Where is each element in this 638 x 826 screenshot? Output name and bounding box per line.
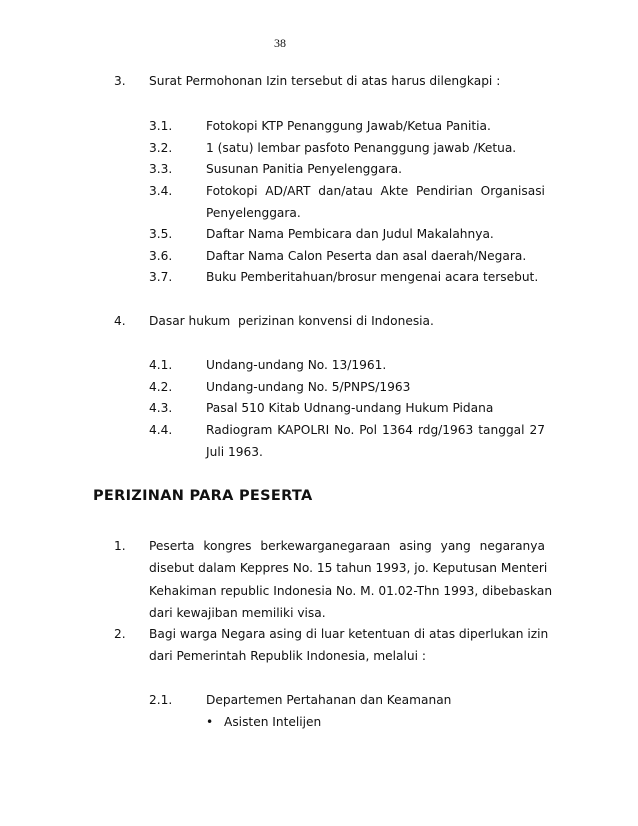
word: 1364 [381, 423, 413, 437]
peserta-1-line1 [149, 538, 545, 554]
item-3-4-continuation: Penyelenggara. [206, 206, 301, 220]
word: KAPOLRI [277, 423, 330, 437]
section-4-number: 4. [114, 314, 126, 328]
word: asing [399, 539, 432, 553]
item-4-2-text: Undang-undang No. 5/PNPS/1963 [206, 380, 411, 394]
item-3-3-text: Susunan Panitia Penyelenggara. [206, 162, 402, 176]
item-3-4-number: 3.4. [149, 184, 173, 198]
word: Pendirian [416, 184, 473, 198]
item-3-5-text: Daftar Nama Pembicara dan Judul Makalahnya. [206, 227, 494, 241]
peserta-2-line1: Bagi warga Negara asing di luar ketentuan di atas diperlukan izin [149, 627, 549, 641]
item-3-5-number: 3.5. [149, 227, 173, 241]
item-3-3-number: 3.3. [149, 162, 173, 176]
word: dan/atau [318, 184, 373, 198]
page-number: 38 [274, 36, 286, 50]
section-heading: PERIZINAN PARA PESERTA [93, 488, 313, 504]
item-3-6-text: Daftar Nama Calon Peserta dan asal daerah/Negara. [206, 249, 527, 263]
item-2-1-number: 2.1. [149, 693, 173, 707]
peserta-1-line2: disebut dalam Keppres No. 15 tahun 1993, jo. Keputusan Menteri [149, 561, 548, 575]
peserta-1-line3: Kehakiman republic Indonesia No. M. 01.02-Thn 1993, dibebaskan [149, 584, 553, 598]
section-3-number: 3. [114, 74, 126, 88]
word: Fotokopi [206, 184, 258, 198]
word: No. [334, 423, 355, 437]
word: rdg/1963 [417, 423, 474, 437]
item-4-1-text: Undang-undang No. 13/1961. [206, 358, 387, 372]
item-4-4-number: 4.4. [149, 423, 173, 437]
word: berkewarganegaraan [260, 539, 391, 553]
word: Organisasi [480, 184, 545, 198]
bullet-text: Asisten Intelijen [224, 715, 322, 729]
section-3-text: Surat Permohonan Izin tersebut di atas harus dilengkapi : [149, 74, 501, 88]
word: Pol [359, 423, 378, 437]
word: AD/ART [265, 184, 311, 198]
item-3-2-text: 1 (satu) lembar pasfoto Penanggung jawab /Ketua. [206, 141, 517, 155]
item-3-1-text: Fotokopi KTP Penanggung Jawab/Ketua Panitia. [206, 119, 491, 133]
word: 27 [529, 423, 545, 437]
word: Peserta [149, 539, 195, 553]
peserta-2-number: 2. [114, 627, 126, 641]
word: kongres [203, 539, 252, 553]
peserta-2-line2: dari Pemerintah Republik Indonesia, melalui : [149, 649, 426, 663]
item-4-3-text: Pasal 510 Kitab Udnang-undang Hukum Pidana [206, 401, 494, 415]
item-4-4-continuation: Juli 1963. [206, 445, 263, 459]
item-3-1-number: 3.1. [149, 119, 173, 133]
word: Radiogram [206, 423, 273, 437]
word: Akte [380, 184, 409, 198]
item-4-4-text [206, 422, 545, 438]
item-4-2-number: 4.2. [149, 380, 173, 394]
bullet-icon: • [206, 715, 214, 729]
item-3-7-number: 3.7. [149, 270, 173, 284]
word: negaranya [479, 539, 545, 553]
peserta-1-line4: dari kewajiban memiliki visa. [149, 606, 326, 620]
item-4-3-number: 4.3. [149, 401, 173, 415]
item-4-1-number: 4.1. [149, 358, 173, 372]
section-4-text: Dasar hukum perizinan konvensi di Indonesia. [149, 314, 434, 328]
item-2-1-text: Departemen Pertahanan dan Keamanan [206, 693, 452, 707]
item-3-6-number: 3.6. [149, 249, 173, 263]
item-3-7-text: Buku Pemberitahuan/brosur mengenai acara tersebut. [206, 270, 539, 284]
item-3-2-number: 3.2. [149, 141, 173, 155]
peserta-1-number: 1. [114, 539, 126, 553]
word: tanggal [478, 423, 525, 437]
word: yang [440, 539, 471, 553]
item-3-4-text [206, 183, 545, 199]
